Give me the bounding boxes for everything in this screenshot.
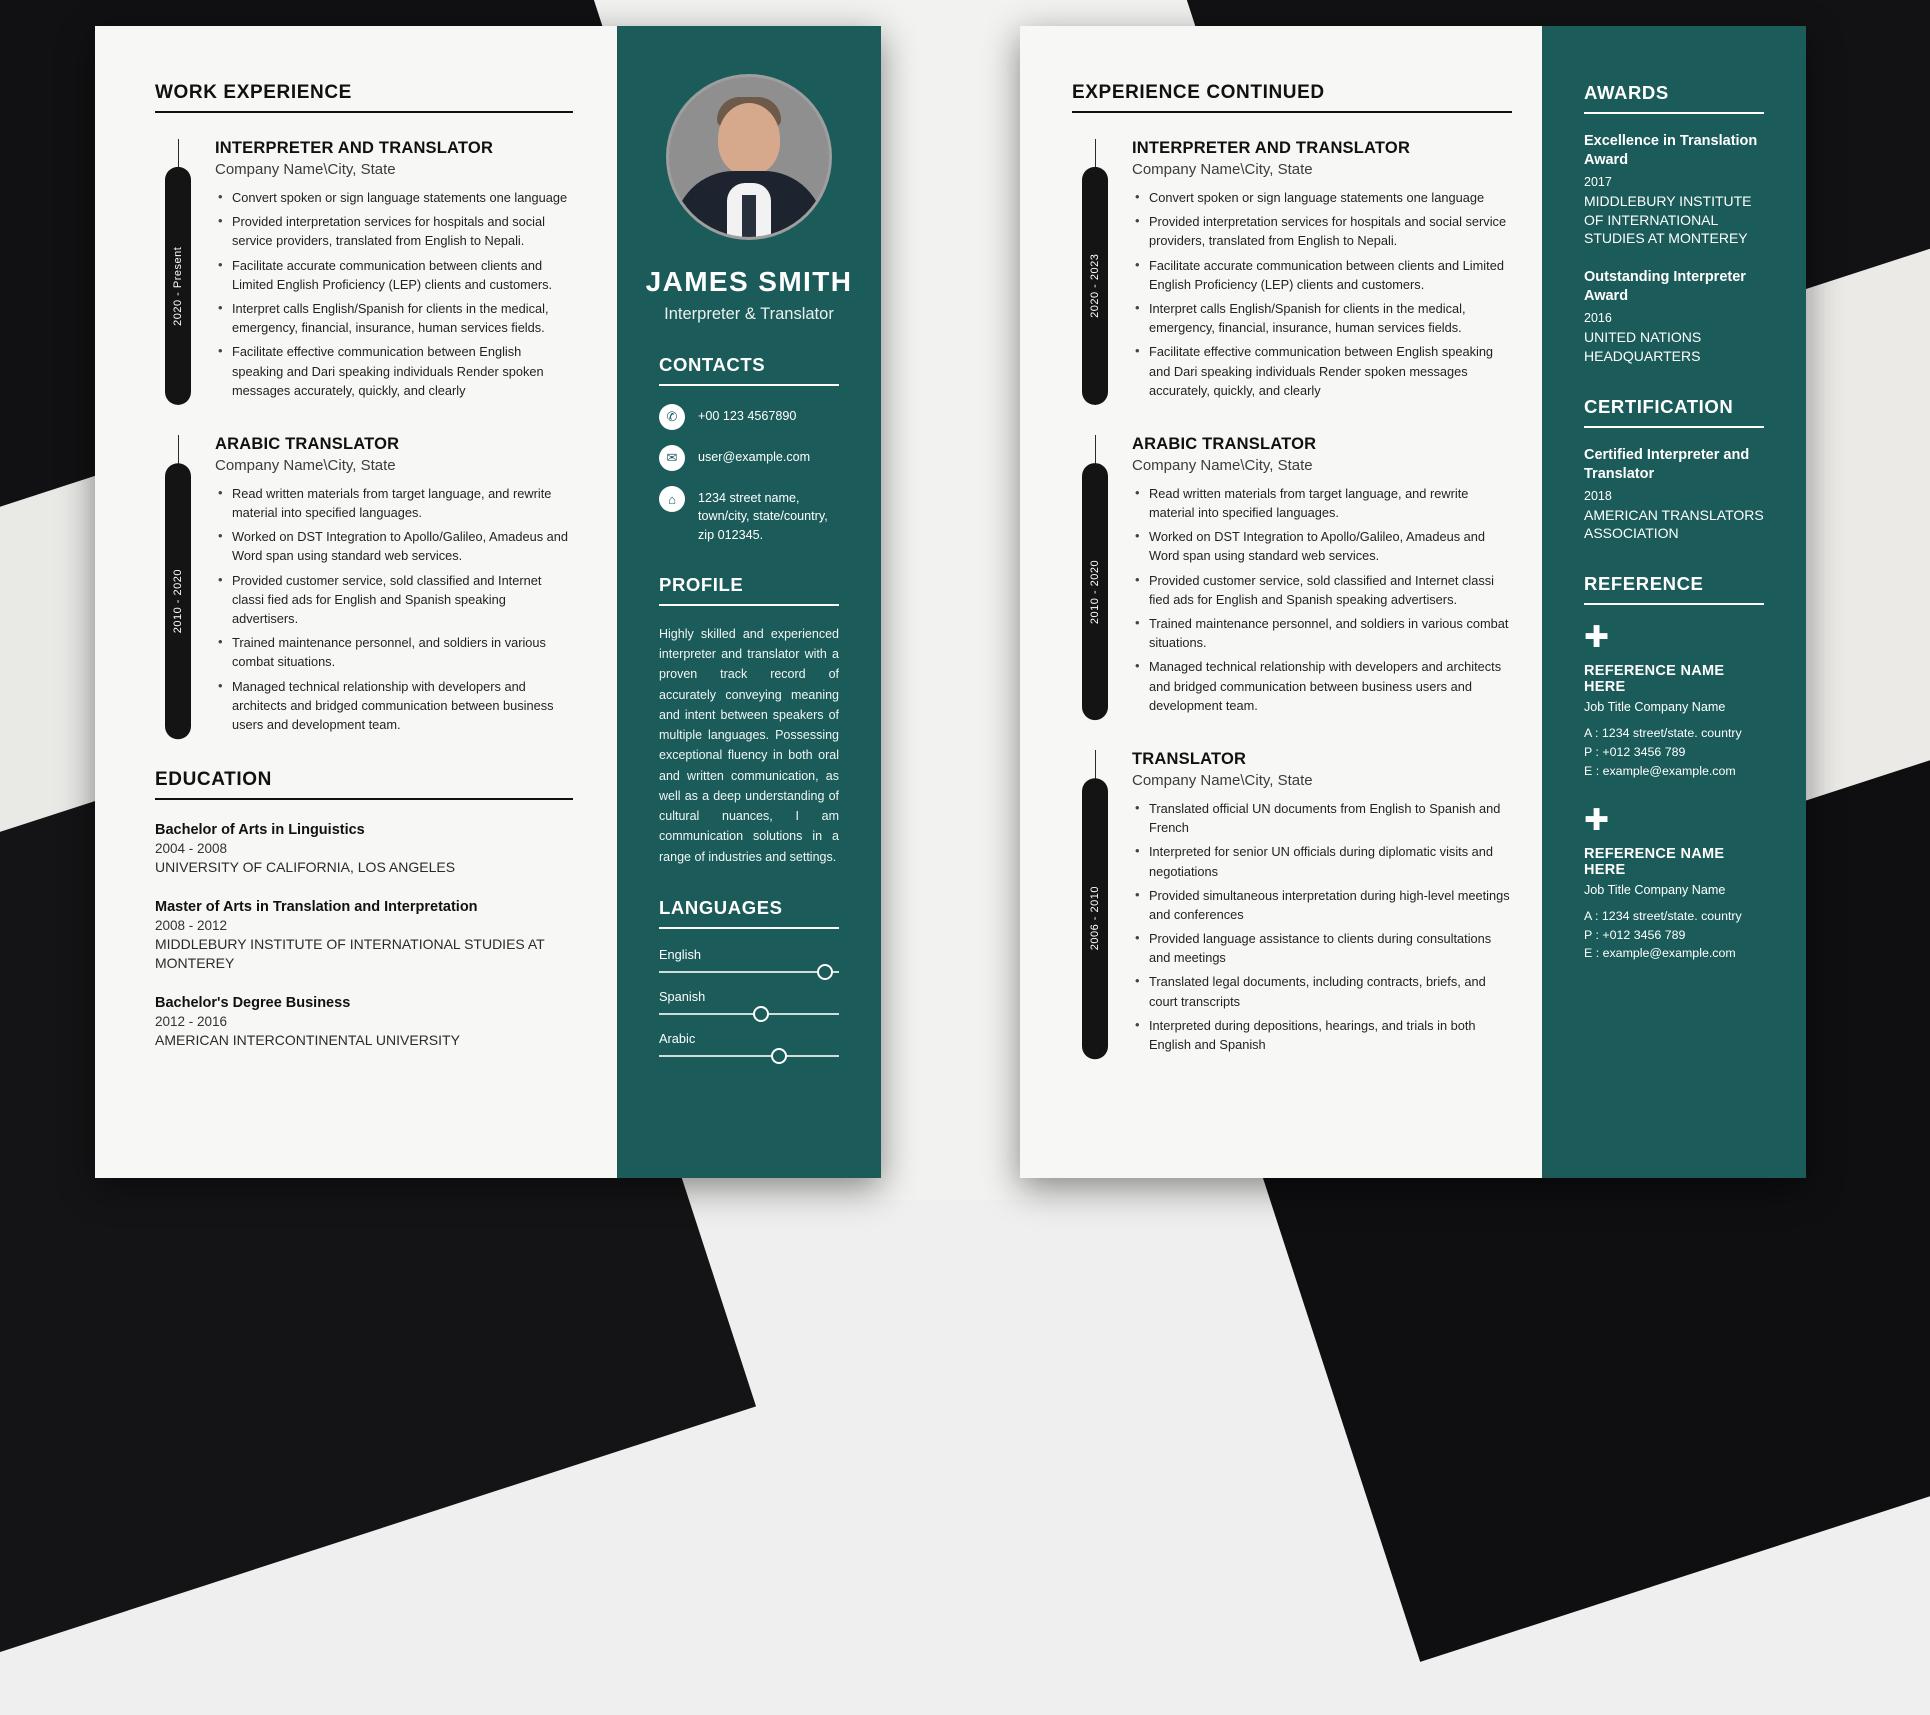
job-company: Company Name\City, State — [215, 161, 396, 178]
reference-name: REFERENCE NAME HERE — [1584, 846, 1725, 879]
job-bullet: • Facilitate effective communication between English speaking and Dari speaking individuals Render spoken messages accurately, quickly, and clearly — [1149, 342, 1512, 400]
job-bullet: • Trained maintenance personnel, and soldiers in various combat situations. — [232, 633, 573, 671]
contact-address-text: 1234 street name, town/city, state/country, zip 012345. — [698, 491, 828, 542]
language-slider-handle[interactable] — [753, 1006, 769, 1022]
candidate-name: JAMES SMITH — [645, 266, 853, 297]
job-bullet: • Translated legal documents, including contracts, briefs, and court transcripts — [1149, 972, 1512, 1010]
education-heading: EDUCATION — [155, 769, 573, 800]
language-slider[interactable] — [659, 971, 839, 973]
avatar-head — [718, 103, 780, 175]
profile-text: Highly skilled and experienced interpreter and translator with a proven track record of accurately conveying meaning and intent between speakers of multiple languages. Possessing exceptional fluency in both oral and written communication, as well as a deep understanding of cultural nuances, I am communication solutions in a range of industries and settings. — [659, 626, 839, 864]
job-timeline — [155, 139, 201, 405]
page1-main-column — [95, 26, 617, 1178]
job-period: 2006 - 2010 — [1082, 778, 1108, 1059]
language-slider-handle[interactable] — [771, 1048, 787, 1064]
job-timeline — [1072, 139, 1118, 405]
reference-phone: P : +012 3456 789 — [1584, 927, 1686, 942]
job-bullet: • Managed technical relationship with developers and architects and bridged communication between business users and development team. — [232, 677, 573, 735]
reference-heading: REFERENCE — [1584, 573, 1764, 605]
contact-phone[interactable] — [659, 404, 839, 430]
job-company: Company Name\City, State — [1132, 161, 1313, 178]
certification-year: 2018 — [1584, 488, 1612, 503]
reference-address: A : 1234 street/state. country — [1584, 909, 1742, 924]
job-bullet: • Provided language assistance to clients during consultations and meetings — [1149, 929, 1512, 967]
job-bullet: • Interpreted during depositions, hearings, and trials in both English and Spanish — [1149, 1016, 1512, 1054]
award-name: Excellence in Translation Award — [1584, 133, 1758, 168]
job-title: INTERPRETER AND TRANSLATOR — [215, 139, 494, 157]
award-item — [1584, 132, 1764, 248]
contact-email-text: user@example.com — [698, 450, 811, 464]
award-name: Outstanding Interpreter Award — [1584, 269, 1746, 305]
job-bullet: • Interpret calls English/Spanish for clients in the medical, emergency, financial, insurance, human services fields. — [232, 299, 573, 337]
job-bullets — [215, 484, 573, 734]
job-bullets — [1132, 799, 1512, 1054]
job-timeline — [1072, 435, 1118, 720]
job-bullets — [215, 188, 573, 400]
language-item — [659, 989, 839, 1015]
award-item — [1584, 268, 1764, 365]
education-years: 2004 - 2008 — [155, 841, 228, 857]
job-company: Company Name\City, State — [1132, 456, 1313, 474]
resume-page-1 — [95, 26, 881, 1178]
language-name: Spanish — [659, 988, 706, 1004]
job-bullet: • Convert spoken or sign language statements one language — [232, 188, 573, 207]
feather-icon: ✚️ — [1584, 621, 1610, 655]
reference-email: E : example@example.com — [1584, 946, 1736, 961]
email-icon: ✉ — [659, 445, 685, 471]
job-bullet: • Translated official UN documents from English to Spanish and French — [1149, 799, 1512, 837]
languages-heading: LANGUAGES — [659, 897, 839, 929]
contacts-heading: CONTACTS — [659, 354, 839, 386]
job-bullet: • Trained maintenance personnel, and soldiers in various combat situations. — [1149, 614, 1512, 652]
experience-continued-heading: EXPERIENCE CONTINUED — [1072, 82, 1512, 113]
page2-sidebar — [1542, 26, 1806, 1178]
reference-phone: P : +012 3456 789 — [1584, 744, 1686, 759]
reference-email: E : example@example.com — [1584, 763, 1736, 778]
awards-section — [1542, 26, 1806, 963]
work-experience-heading: WORK EXPERIENCE — [155, 82, 573, 113]
resume-page-2 — [1020, 26, 1806, 1178]
job-bullet: • Provided customer service, sold classified and Internet classi fied ads for English and Spanish speaking advertisers. — [1149, 571, 1512, 609]
language-name: Arabic — [659, 1030, 696, 1046]
job-entry — [1072, 435, 1512, 720]
award-year: 2017 — [1584, 174, 1612, 189]
job-body — [201, 435, 573, 739]
job-bullet: • Convert spoken or sign language statements one language — [1149, 188, 1512, 207]
job-title: ARABIC TRANSLATOR — [215, 434, 400, 453]
job-entry — [155, 435, 573, 739]
education-item — [155, 899, 573, 973]
education-item — [155, 995, 573, 1050]
job-entry — [1072, 750, 1512, 1059]
language-item — [659, 947, 839, 973]
job-company: Company Name\City, State — [215, 456, 396, 474]
certification-name: Certified Interpreter and Translator — [1584, 446, 1750, 482]
job-company: Company Name\City, State — [1132, 771, 1313, 789]
language-slider[interactable] — [659, 1055, 839, 1057]
home-icon: ⌂ — [659, 486, 685, 512]
language-slider[interactable] — [659, 1013, 839, 1015]
job-period: 2020 - 2023 — [1082, 167, 1108, 405]
reference-name: REFERENCE NAME HERE — [1584, 663, 1725, 696]
education-school: UNIVERSITY OF CALIFORNIA, LOS ANGELES — [155, 859, 456, 876]
avatar-tie — [742, 195, 756, 240]
job-timeline — [1072, 750, 1118, 1059]
job-body — [1118, 435, 1512, 720]
education-degree: Bachelor of Arts in Linguistics — [155, 822, 365, 839]
job-bullets — [1132, 484, 1512, 715]
certification-item — [1584, 446, 1764, 543]
job-bullet: • Facilitate effective communication between English speaking and Dari speaking individuals Render spoken messages accurately, quickly, and clearly — [232, 342, 573, 400]
reference-address: A : 1234 street/state. country — [1584, 726, 1742, 741]
avatar — [666, 74, 832, 240]
contacts-section — [617, 354, 881, 1057]
job-title: INTERPRETER AND TRANSLATOR — [1132, 139, 1411, 157]
job-body — [1118, 750, 1512, 1059]
job-entry — [155, 139, 573, 405]
contact-phone-text: +00 123 4567890 — [698, 409, 797, 423]
certification-heading: CERTIFICATION — [1584, 396, 1764, 428]
education-item — [155, 822, 573, 877]
award-year: 2016 — [1584, 311, 1612, 326]
education-years: 2012 - 2016 — [155, 1013, 228, 1029]
job-title: ARABIC TRANSLATOR — [1132, 434, 1317, 453]
page1-sidebar — [617, 26, 881, 1178]
feather-icon: ✚️ — [1584, 804, 1610, 838]
job-bullet: • Provided simultaneous interpretation during high-level meetings and conferences — [1149, 886, 1512, 924]
job-bullet: • Read written materials from target language, and rewrite material into specified languages. — [1149, 484, 1512, 522]
job-bullet: • Interpret calls English/Spanish for clients in the medical, emergency, financial, insurance, human services fields. — [1149, 299, 1512, 337]
reference-item — [1584, 806, 1764, 963]
awards-heading: AWARDS — [1584, 82, 1764, 114]
award-org: MIDDLEBURY INSTITUTE OF INTERNATIONAL STUDIES AT MONTEREY — [1584, 192, 1752, 247]
job-bullet: • Facilitate accurate communication between clients and Limited English Proficiency (LEP) clients and customers. — [232, 256, 573, 294]
job-timeline — [155, 435, 201, 739]
reference-job: Job Title Company Name — [1584, 883, 1726, 898]
job-body — [1118, 139, 1512, 405]
profile-heading: PROFILE — [659, 574, 839, 606]
job-bullet: • Provided customer service, sold classified and Internet classi fied ads for English and Spanish speaking advertisers. — [232, 571, 573, 629]
job-period: 2020 - Present — [165, 167, 191, 405]
education-years: 2008 - 2012 — [155, 918, 228, 934]
contact-email[interactable] — [659, 445, 839, 471]
certification-org: AMERICAN TRANSLATORS ASSOCIATION — [1584, 506, 1764, 542]
job-bullet: • Worked on DST Integration to Apollo/Galileo, Amadeus and Word span using standard web services. — [232, 527, 573, 565]
award-org: UNITED NATIONS HEADQUARTERS — [1584, 329, 1702, 364]
job-bullet: • Provided interpretation services for hospitals and social service providers, translated from English to Nepali. — [1149, 212, 1512, 250]
job-bullet: • Provided interpretation services for hospitals and social service providers, translated from English to Nepali. — [232, 212, 573, 250]
avatar-wrap — [617, 26, 881, 240]
page2-main-column — [1020, 26, 1542, 1178]
job-body — [201, 139, 573, 405]
education-school: MIDDLEBURY INSTITUTE OF INTERNATIONAL STUDIES AT MONTEREY — [155, 936, 545, 971]
language-slider-handle[interactable] — [817, 964, 833, 980]
education-school: AMERICAN INTERCONTINENTAL UNIVERSITY — [155, 1031, 460, 1048]
job-bullet: • Read written materials from target language, and rewrite material into specified languages. — [232, 484, 573, 522]
job-period: 2010 - 2020 — [1082, 463, 1108, 720]
job-title: TRANSLATOR — [1132, 749, 1247, 768]
education-degree: Master of Arts in Translation and Interpretation — [155, 899, 478, 916]
job-bullets — [1132, 188, 1512, 400]
contact-address[interactable] — [659, 486, 839, 544]
job-bullet: • Managed technical relationship with developers and architects and bridged communication between business users and development team. — [1149, 657, 1512, 715]
reference-item — [1584, 623, 1764, 780]
reference-job: Job Title Company Name — [1584, 700, 1726, 715]
job-period: 2010 - 2020 — [165, 463, 191, 739]
candidate-role: Interpreter & Translator — [664, 305, 834, 323]
education-degree: Bachelor's Degree Business — [155, 994, 351, 1011]
job-bullet: • Interpreted for senior UN officials during diplomatic visits and negotiations — [1149, 842, 1512, 880]
language-item — [659, 1031, 839, 1057]
job-bullet: • Worked on DST Integration to Apollo/Galileo, Amadeus and Word span using standard web services. — [1149, 527, 1512, 565]
language-name: English — [659, 946, 701, 962]
phone-icon: ✆ — [659, 404, 685, 430]
job-bullet: • Facilitate accurate communication between clients and Limited English Proficiency (LEP) clients and customers. — [1149, 256, 1512, 294]
job-entry — [1072, 139, 1512, 405]
